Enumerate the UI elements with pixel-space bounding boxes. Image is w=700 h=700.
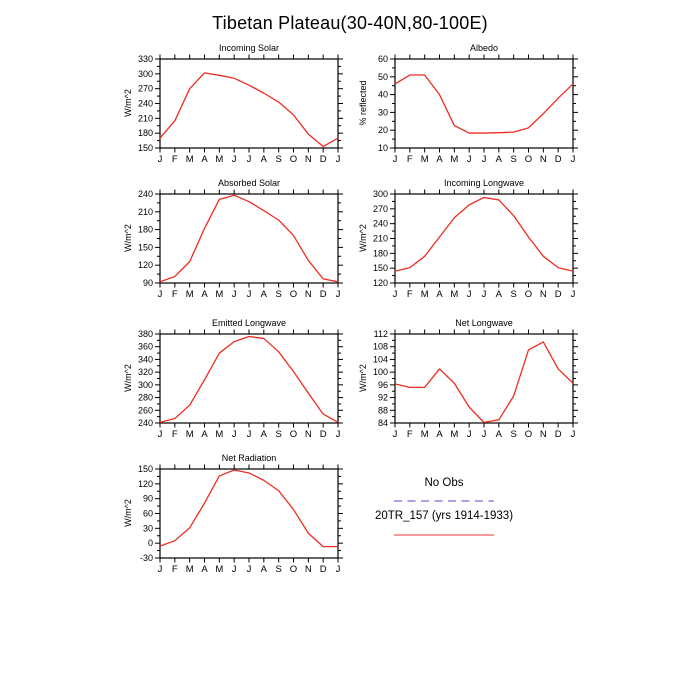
y-tick-label: 270: [137, 83, 153, 94]
x-tick-label: M: [215, 564, 224, 575]
y-tick-label: 90: [142, 278, 153, 288]
x-tick-label: J: [246, 564, 252, 575]
y-tick-label: 380: [137, 329, 153, 339]
y-tick-label: 210: [137, 206, 153, 217]
y-tick-label: 112: [373, 329, 388, 339]
chart-title: Emitted Longwave: [211, 318, 287, 328]
x-tick-label: D: [554, 429, 562, 440]
axes: [155, 465, 343, 563]
x-tick-label: S: [275, 289, 282, 300]
x-tick-label: J: [466, 429, 472, 440]
x-tick-label: O: [524, 154, 533, 165]
x-tick-label: A: [495, 289, 503, 300]
x-tick-label: F: [406, 429, 413, 440]
legend-label-no-obs: No Obs: [424, 477, 464, 489]
y-tick-label: 180: [137, 224, 153, 235]
x-tick-label: J: [570, 154, 576, 165]
x-tick-label: M: [185, 429, 194, 440]
legend-label-model-run: 20TR_157 (yrs 1914-1933): [374, 510, 514, 522]
y-axis-label: W/m^2: [123, 224, 133, 252]
y-tick-label: 104: [372, 354, 388, 365]
x-tick-label: D: [554, 154, 562, 165]
y-tick-label: 60: [142, 508, 153, 519]
chart-title: Net Longwave: [455, 318, 513, 328]
x-tick-label: J: [335, 429, 341, 440]
chart-emitted-longwave: [120, 320, 355, 455]
y-tick-label: 300: [137, 379, 153, 390]
x-tick-label: F: [171, 564, 178, 575]
y-tick-label: 0: [147, 538, 153, 549]
plot-area: [120, 320, 355, 455]
x-tick-label: S: [275, 154, 282, 165]
x-tick-label: N: [304, 289, 312, 300]
y-tick-label: 20: [377, 125, 388, 136]
x-tick-label: J: [231, 289, 237, 300]
x-tick-label: J: [231, 154, 237, 165]
x-tick-label: M: [215, 429, 224, 440]
x-tick-label: N: [539, 429, 547, 440]
chart-title: Net Radiation: [221, 453, 277, 463]
x-tick-label: O: [289, 429, 298, 440]
page-title: Tibetan Plateau(30-40N,80-100E): [212, 13, 488, 33]
y-tick-label: 30: [377, 107, 388, 118]
x-tick-label: N: [304, 429, 312, 440]
y-tick-label: 84: [377, 418, 388, 428]
y-tick-label: 120: [372, 278, 388, 288]
x-tick-label: S: [510, 289, 517, 300]
x-tick-label: J: [335, 154, 341, 165]
x-tick-label: S: [510, 429, 517, 440]
x-tick-label: N: [539, 289, 547, 300]
x-tick-label: A: [436, 154, 443, 165]
x-tick-label: J: [392, 154, 398, 165]
series-line: [395, 342, 573, 422]
x-tick-label: J: [246, 429, 252, 440]
y-tick-label: 100: [372, 367, 388, 378]
x-tick-label: J: [157, 154, 163, 165]
x-tick-label: A: [495, 429, 503, 440]
x-tick-label: F: [406, 154, 413, 165]
chart-title: Albedo: [469, 43, 499, 53]
x-tick-label: J: [157, 289, 163, 300]
y-axis-label: W/m^2: [358, 224, 368, 252]
x-tick-label: J: [466, 154, 472, 165]
x-tick-label: A: [495, 154, 503, 165]
chart-title: Incoming Longwave: [443, 178, 525, 188]
x-tick-label: O: [524, 289, 533, 300]
y-tick-label: 120: [137, 260, 153, 271]
y-tick-label: 150: [137, 143, 153, 153]
x-tick-label: J: [466, 289, 472, 300]
x-tick-label: M: [450, 429, 459, 440]
y-tick-label: 88: [377, 405, 388, 416]
x-tick-label: J: [392, 429, 398, 440]
x-tick-label: D: [319, 429, 327, 440]
axes: [390, 55, 578, 153]
chart-title: Incoming Solar: [218, 43, 280, 53]
chart-albedo: [355, 45, 590, 180]
x-tick-label: J: [481, 429, 487, 440]
y-tick-label: 92: [377, 392, 388, 403]
x-tick-label: A: [201, 429, 208, 440]
x-tick-label: S: [510, 154, 517, 165]
x-tick-label: M: [215, 154, 224, 165]
x-tick-label: J: [335, 564, 341, 575]
y-tick-label: 340: [137, 354, 153, 365]
axes: [155, 190, 343, 288]
plot-area: [120, 455, 355, 590]
chart-net-radiation: [120, 455, 355, 590]
x-tick-label: A: [201, 289, 208, 300]
x-tick-label: M: [215, 289, 224, 300]
x-tick-label: N: [304, 154, 312, 165]
axes: [390, 330, 578, 428]
x-tick-label: D: [554, 289, 562, 300]
y-tick-label: 360: [137, 341, 153, 352]
y-tick-label: 320: [137, 367, 153, 378]
x-tick-label: M: [185, 564, 194, 575]
x-tick-label: F: [171, 154, 178, 165]
x-tick-label: D: [319, 154, 327, 165]
x-tick-label: F: [171, 289, 178, 300]
x-tick-label: S: [275, 429, 282, 440]
x-tick-label: J: [157, 429, 163, 440]
y-tick-label: 40: [377, 89, 388, 100]
x-tick-label: N: [539, 154, 547, 165]
y-axis-label: W/m^2: [123, 499, 133, 527]
chart-title: Absorbed Solar: [217, 178, 281, 188]
y-tick-label: 180: [137, 128, 153, 139]
y-tick-label: 210: [137, 113, 153, 124]
model-series-line: [394, 533, 494, 537]
x-tick-label: M: [420, 429, 429, 440]
y-axis-label: W/m^2: [123, 364, 133, 392]
x-tick-label: A: [260, 154, 268, 165]
y-tick-label: 300: [137, 68, 153, 79]
x-tick-label: D: [319, 564, 327, 575]
y-tick-label: 108: [372, 341, 388, 352]
y-tick-label: 120: [137, 478, 153, 489]
y-axis-label: W/m^2: [358, 364, 368, 392]
y-tick-label: 150: [137, 464, 153, 474]
x-tick-label: O: [524, 429, 533, 440]
x-tick-label: J: [157, 564, 163, 575]
chart-absorbed-solar: [120, 180, 355, 315]
x-tick-label: J: [570, 289, 576, 300]
series-line: [395, 75, 573, 133]
y-tick-label: 330: [137, 54, 153, 64]
series-line: [395, 197, 573, 271]
y-tick-label: 150: [372, 263, 388, 274]
x-tick-label: J: [231, 429, 237, 440]
plot-area: [120, 180, 355, 315]
x-tick-label: J: [392, 289, 398, 300]
chart-incoming-longwave: [355, 180, 590, 315]
chart-net-longwave: [355, 320, 590, 455]
x-tick-label: A: [260, 564, 268, 575]
chart-incoming-solar: [120, 45, 355, 180]
x-tick-label: M: [420, 154, 429, 165]
x-tick-label: J: [481, 289, 487, 300]
series-line: [160, 337, 338, 423]
no-obs-dashed-line: [394, 499, 494, 503]
plot-area: [355, 45, 590, 180]
y-tick-label: 180: [372, 248, 388, 259]
y-tick-label: 150: [137, 242, 153, 253]
x-tick-label: M: [185, 154, 194, 165]
series-line: [160, 73, 338, 147]
x-tick-label: A: [436, 429, 443, 440]
x-tick-label: O: [289, 564, 298, 575]
x-tick-label: O: [289, 154, 298, 165]
x-tick-label: S: [275, 564, 282, 575]
series-line: [160, 470, 338, 547]
x-tick-label: M: [420, 289, 429, 300]
legend: [364, 470, 524, 550]
x-tick-label: J: [246, 289, 252, 300]
plot-area: [120, 45, 355, 180]
plot-area: [355, 320, 590, 455]
series-line: [160, 195, 338, 282]
y-tick-label: 270: [372, 203, 388, 214]
x-tick-label: M: [185, 289, 194, 300]
x-tick-label: J: [335, 289, 341, 300]
x-tick-label: A: [260, 429, 268, 440]
x-tick-label: M: [450, 289, 459, 300]
y-tick-label: 210: [372, 233, 388, 244]
y-tick-label: -30: [139, 553, 153, 563]
y-tick-label: 60: [377, 54, 388, 64]
y-tick-label: 240: [372, 218, 388, 229]
x-tick-label: D: [319, 289, 327, 300]
y-axis-label: W/m^2: [123, 89, 133, 117]
y-tick-label: 260: [137, 405, 153, 416]
y-tick-label: 96: [377, 379, 388, 390]
x-tick-label: N: [304, 564, 312, 575]
axes: [155, 330, 343, 428]
y-tick-label: 280: [137, 392, 153, 403]
y-tick-label: 30: [142, 523, 153, 534]
y-tick-label: 240: [137, 418, 153, 428]
y-tick-label: 50: [377, 71, 388, 82]
y-tick-label: 240: [137, 189, 153, 199]
x-tick-label: J: [570, 429, 576, 440]
y-tick-label: 90: [142, 493, 153, 504]
x-tick-label: A: [201, 154, 208, 165]
x-tick-label: M: [450, 154, 459, 165]
axes: [390, 190, 578, 288]
y-axis-label: % reflected: [358, 80, 368, 126]
x-tick-label: J: [481, 154, 487, 165]
x-tick-label: J: [246, 154, 252, 165]
y-tick-label: 240: [137, 98, 153, 109]
plot-area: [355, 180, 590, 315]
x-tick-label: F: [171, 429, 178, 440]
x-tick-label: J: [231, 564, 237, 575]
x-tick-label: O: [289, 289, 298, 300]
y-tick-label: 300: [372, 189, 388, 199]
x-tick-label: A: [260, 289, 268, 300]
x-tick-label: F: [406, 289, 413, 300]
y-tick-label: 10: [377, 143, 388, 153]
x-tick-label: A: [201, 564, 208, 575]
x-tick-label: A: [436, 289, 443, 300]
